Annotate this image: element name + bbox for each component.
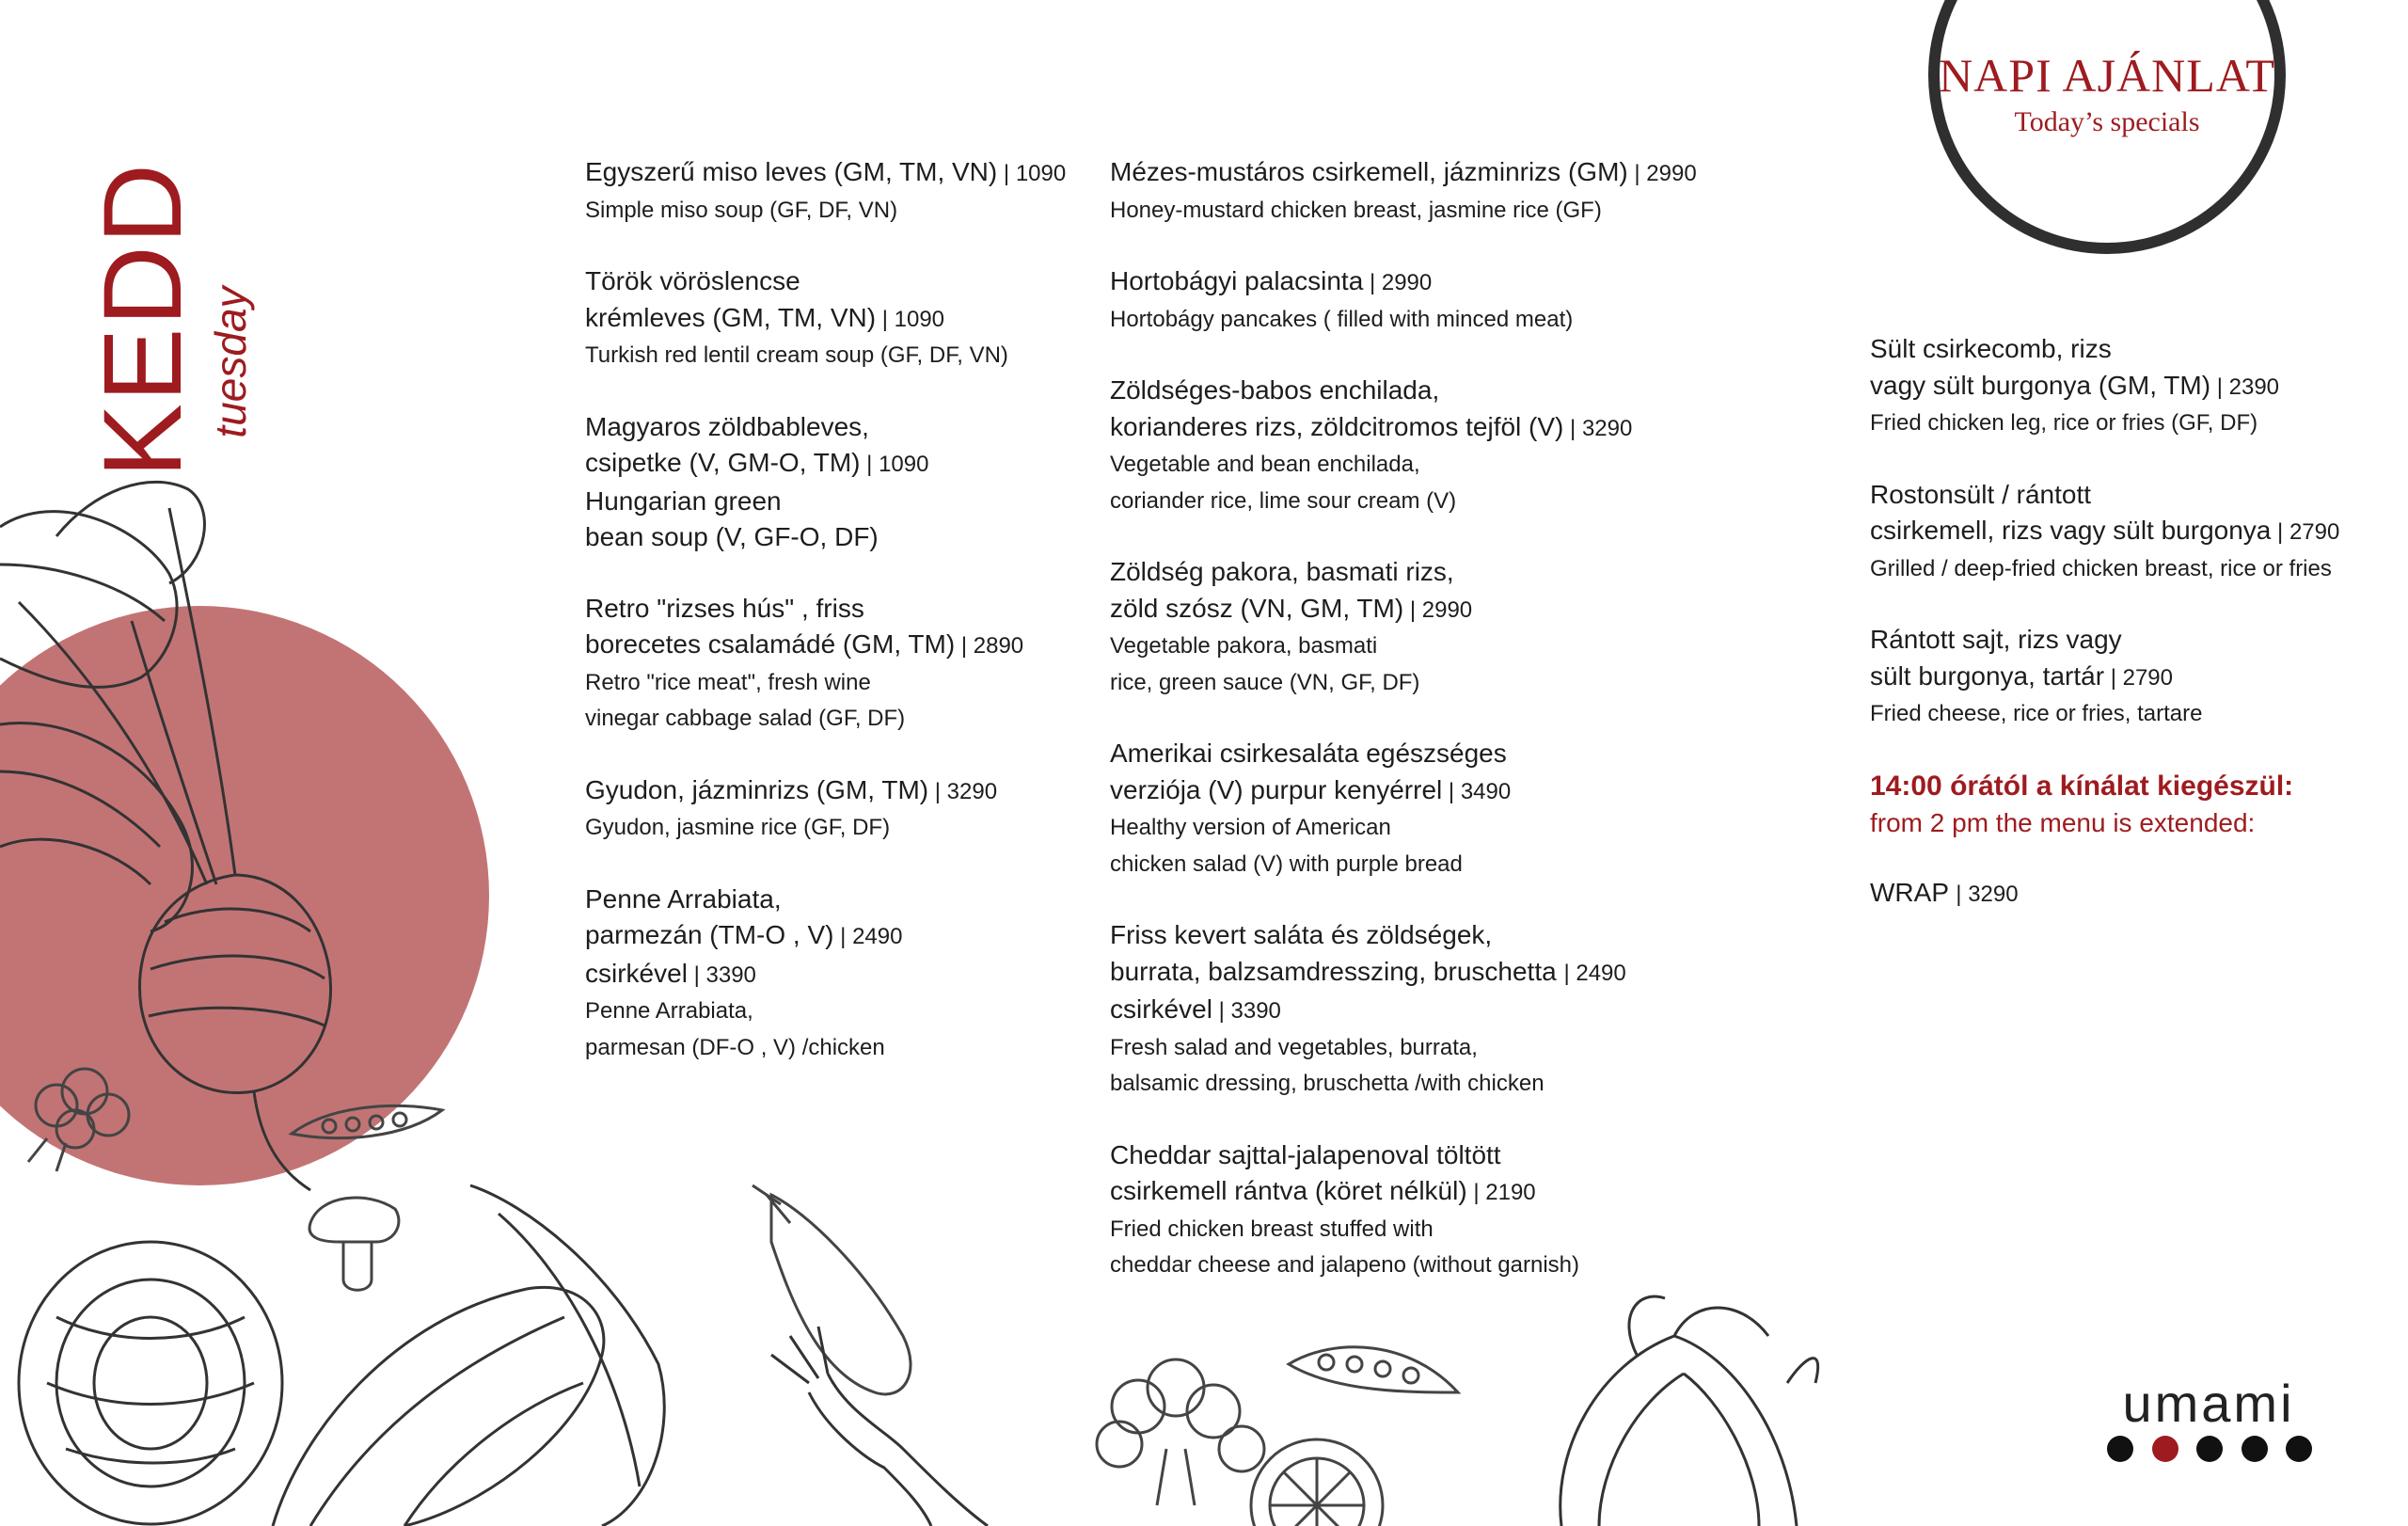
logo-dot [2196, 1436, 2223, 1462]
menu-column-2 [1110, 154, 1712, 1319]
menu-item-description: parmesan (DF-O , V) /chicken [585, 1034, 885, 1060]
menu-item-variant-name: csirkével [1110, 994, 1212, 1024]
menu-item-description: Fried cheese, rice or fries, tartare [1870, 701, 2203, 726]
menu-item-name [1110, 154, 1712, 193]
menu-item [1110, 736, 1712, 882]
menu-item [585, 882, 1093, 1067]
menu-item [1110, 263, 1712, 338]
menu-item-name-text: verziója (V) purpur kenyérrel [1110, 774, 1443, 804]
menu-item-name-text: csirkemell rántva (köret nélkül) [1110, 1176, 1467, 1205]
menu-item-name [585, 445, 1093, 484]
menu-item-price: 2990 [1646, 161, 1697, 186]
logo-dot [2242, 1436, 2268, 1462]
logo-dot [2107, 1436, 2133, 1462]
menu-item-name [585, 300, 1093, 339]
menu-item-name-text: Penne Arrabiata, [585, 883, 782, 914]
broccoli-sketch-left [28, 1069, 129, 1171]
menu-item-price: 2190 [1485, 1180, 1536, 1205]
menu-item-name [1870, 368, 2397, 406]
menu-item-name-text: Sült csirkecomb, rizs [1870, 334, 2112, 363]
price-separator: | [1212, 998, 1231, 1024]
extension-title: 14:00 órától a kínálat kiegészül: [1870, 770, 2294, 802]
menu-item-description: Fresh salad and vegetables, burrata, [1110, 1034, 1478, 1060]
menu-item-name [585, 882, 1093, 918]
menu-item-name-text: parmezán (TM-O , V) [585, 920, 834, 949]
menu-item-name-text: Amerikai csirkesaláta egészséges [1110, 739, 1507, 768]
menu-item-name-text: Török vöröslencse [585, 266, 800, 295]
menu-item-name [1110, 1173, 1712, 1212]
menu-item-description: cheddar cheese and jalapeno (without garnish) [1110, 1252, 1579, 1278]
menu-item [585, 154, 1093, 229]
menu-item [585, 591, 1093, 738]
menu-item [1110, 917, 1712, 1103]
menu-item [1110, 554, 1712, 701]
menu-item-variant [1110, 992, 1712, 1030]
menu-item-name-text: sült burgonya, tartár [1870, 660, 2105, 691]
page-title: NAPI AJÁNLAT [1939, 49, 2275, 102]
menu-item [585, 263, 1093, 374]
price-separator: | [928, 778, 947, 804]
menu-item-name-text: Cheddar sajttal-jalapenoval töltött [1110, 1139, 1501, 1169]
menu-item-name-text: borecetes csalamádé (GM, TM) [585, 629, 956, 659]
menu-item [1870, 477, 2397, 588]
price-separator: | [1403, 596, 1422, 623]
menu-item-price: 1090 [894, 306, 945, 332]
extension-item-name: WRAP [1870, 877, 1949, 907]
price-separator: | [860, 452, 879, 477]
extension-subtitle: from 2 pm the menu is extended: [1870, 807, 2256, 837]
menu-item-description: vinegar cabbage salad (GF, DF) [585, 706, 906, 731]
extension-item-price-sep: | [1956, 881, 1969, 907]
price-separator: | [687, 962, 706, 988]
price-separator: | [2104, 664, 2123, 691]
menu-item-name-text: krémleves (GM, TM, VN) [585, 302, 877, 332]
menu-item-description: coriander rice, lime sour cream (V) [1110, 487, 1457, 514]
menu-item [1110, 373, 1712, 519]
menu-item-description: Fried chicken leg, rice or fries (GF, DF) [1870, 410, 2258, 436]
menu-item [1110, 1137, 1712, 1284]
menu-item-name [1870, 659, 2397, 697]
menu-item-name-text: Friss kevert saláta és zöldségek, [1110, 920, 1493, 949]
artichoke-sketch-left [19, 1242, 282, 1524]
lemon-slice-sketch [1251, 1439, 1383, 1526]
menu-item-name-text: csipetke (V, GM-O, TM) [585, 448, 861, 477]
logo-dot [2152, 1436, 2178, 1462]
menu-item-variant-price: 3390 [705, 962, 756, 988]
price-separator: | [876, 306, 895, 332]
menu-item-description: Honey-mustard chicken breast, jasmine rice (GF) [1110, 197, 1602, 223]
menu-item-price: 3290 [946, 778, 998, 804]
menu-item-name-text: Gyudon, jázminrizs (GM, TM) [585, 774, 929, 804]
menu-item-description: rice, green sauce (VN, GF, DF) [1110, 669, 1420, 695]
price-separator: | [1627, 161, 1647, 186]
menu-item-variant-name: csirkével [585, 958, 688, 988]
menu-item-name-text: Zöldséges-babos enchilada, [1110, 375, 1440, 405]
menu-item-price: 2990 [1421, 596, 1473, 623]
menu-item-variant-price: 3390 [1230, 998, 1281, 1024]
menu-item-name-text: Hortobágyi palacsinta [1110, 266, 1364, 295]
menu-item-name [1110, 772, 1712, 811]
menu-item-price: 1090 [1015, 161, 1067, 186]
menu-item-price: 2490 [852, 924, 903, 949]
menu-item-description: Simple miso soup (GF, DF, VN) [585, 197, 898, 223]
menu-item-name [1110, 373, 1712, 409]
menu-item-name [1870, 331, 2397, 368]
logo-dot [2286, 1436, 2312, 1462]
day-label-hu: KEDD [81, 162, 205, 478]
menu-item-name-text: Egyszerű miso leves (GM, TM, VN) [585, 157, 998, 186]
menu-item-description: Gyudon, jasmine rice (GF, DF) [585, 815, 891, 840]
menu-item-description: Grilled / deep-fried chicken breast, rice or fries [1870, 555, 2332, 581]
menu-item-description: Vegetable pakora, basmati [1110, 633, 1378, 659]
menu-item-name-en: bean soup (V, GF-O, DF) [585, 522, 879, 551]
menu-item-name [585, 917, 1093, 956]
menu-item-price: 2490 [1576, 960, 1626, 986]
price-separator: | [955, 633, 974, 659]
extension-item [1870, 875, 2397, 914]
beet-leaves-sketch [0, 482, 331, 1190]
menu-column-3 [1870, 331, 2397, 913]
price-separator: | [2271, 519, 2289, 545]
menu-item [1870, 331, 2397, 442]
menu-item [585, 772, 1093, 847]
day-label-en: tuesday [206, 286, 255, 438]
price-separator: | [1466, 1180, 1486, 1205]
menu-item [1110, 154, 1712, 229]
menu-item-price: 1090 [879, 452, 929, 477]
menu-item-name-text: csirkemell, rizs vagy sült burgonya [1870, 516, 2272, 545]
menu-item-name [1110, 1137, 1712, 1174]
menu-item-name [585, 409, 1093, 446]
menu-item-variant [585, 956, 1093, 994]
menu-item [1870, 622, 2397, 733]
price-separator: | [2210, 374, 2229, 400]
menu-item-name [585, 772, 1093, 811]
menu-item-name-text: zöld szósz (VN, GM, TM) [1110, 593, 1404, 623]
menu-item-name [1110, 263, 1712, 302]
menu-item-price: 3490 [1460, 778, 1512, 804]
menu-column-3-items [1870, 331, 2397, 733]
menu-item-price: 3290 [1581, 415, 1633, 441]
menu-item-name-text: burrata, balzsamdresszing, bruschetta [1110, 956, 1564, 986]
menu-item-name-text: vagy sült burgonya (GM, TM) [1870, 370, 2211, 400]
pea-pod-sketch-bottom [1289, 1347, 1458, 1392]
menu-item-name [1110, 736, 1712, 772]
menu-item-description: Fried chicken breast stuffed with [1110, 1216, 1434, 1242]
mushroom-sketch [309, 1198, 399, 1290]
extension-item-price: 3290 [1968, 881, 2019, 907]
price-separator: | [997, 161, 1016, 186]
menu-item-name [585, 627, 1093, 665]
menu-item-name-text: Rántott sajt, rizs vagy [1870, 625, 2122, 654]
menu-item-name [1110, 554, 1712, 591]
menu-item-price: 2790 [2122, 664, 2173, 691]
menu-item [585, 409, 1093, 556]
menu-item-description: Turkish red lentil cream soup (GF, DF, VN) [585, 342, 1008, 368]
menu-item-price: 2890 [973, 633, 1024, 659]
menu-item-name-text: Rostonsült / rántott [1870, 479, 2092, 509]
price-separator: | [1563, 960, 1576, 986]
menu-column-1 [585, 154, 1093, 1101]
menu-item-description: Hortobágy pancakes ( filled with minced meat) [1110, 306, 1574, 332]
page-subtitle: Today’s specials [2014, 106, 2200, 137]
menu-item-name-en: Hungarian green [585, 485, 782, 516]
pea-pod-sketch [292, 1105, 442, 1137]
carrot-sketch [771, 1327, 988, 1526]
menu-item-price: 2990 [1381, 270, 1433, 295]
menu-item-name-text: Mézes-mustáros csirkemell, jázminrizs (GM) [1110, 157, 1628, 186]
menu-item-price: 2390 [2228, 374, 2280, 400]
menu-item-name-text: Retro "rizses hús" , friss [585, 593, 864, 623]
price-separator: | [1442, 778, 1461, 804]
menu-item-price: 2790 [2289, 519, 2340, 545]
menu-item-name [1870, 477, 2397, 514]
menu-item-description: Vegetable and bean enchilada, [1110, 452, 1420, 477]
leafy-greens-sketch [273, 1185, 664, 1526]
menu-item-name [1110, 917, 1712, 954]
umami-logo-text: umami [2122, 1374, 2295, 1433]
menu-item-description: Healthy version of American [1110, 815, 1391, 840]
artichoke-sketch-right [1560, 1296, 1818, 1526]
menu-item-name [1110, 954, 1712, 993]
menu-item-name [1870, 622, 2397, 659]
pink-circle [0, 606, 489, 1185]
menu-item-description: balsamic dressing, bruschetta /with chicken [1110, 1071, 1545, 1096]
price-separator: | [833, 924, 853, 949]
menu-item-name [585, 263, 1093, 300]
menu-item-name-text: Magyaros zöldbableves, [585, 411, 869, 441]
menu-item-description: Retro "rice meat", fresh wine [585, 669, 871, 695]
price-separator: | [1563, 415, 1582, 441]
menu-item-name [1110, 591, 1712, 629]
eggplant-sketch [752, 1185, 911, 1394]
price-separator: | [1363, 270, 1382, 295]
umami-logo-dots [2107, 1436, 2312, 1464]
menu-item-description: Penne Arrabiata, [585, 998, 753, 1024]
menu-item-name-text: korianderes rizs, zöldcitromos tejföl (V) [1110, 411, 1564, 441]
broccoli-sketch-bottom [1097, 1359, 1264, 1505]
menu-item-name-text: Zöldség pakora, basmati rizs, [1110, 557, 1454, 586]
menu-item-name [1870, 513, 2397, 551]
menu-item-description: chicken salad (V) with purple bread [1110, 850, 1463, 877]
menu-item-name [1110, 409, 1712, 448]
menu-item-name [585, 591, 1093, 628]
menu-item-name [585, 154, 1093, 193]
